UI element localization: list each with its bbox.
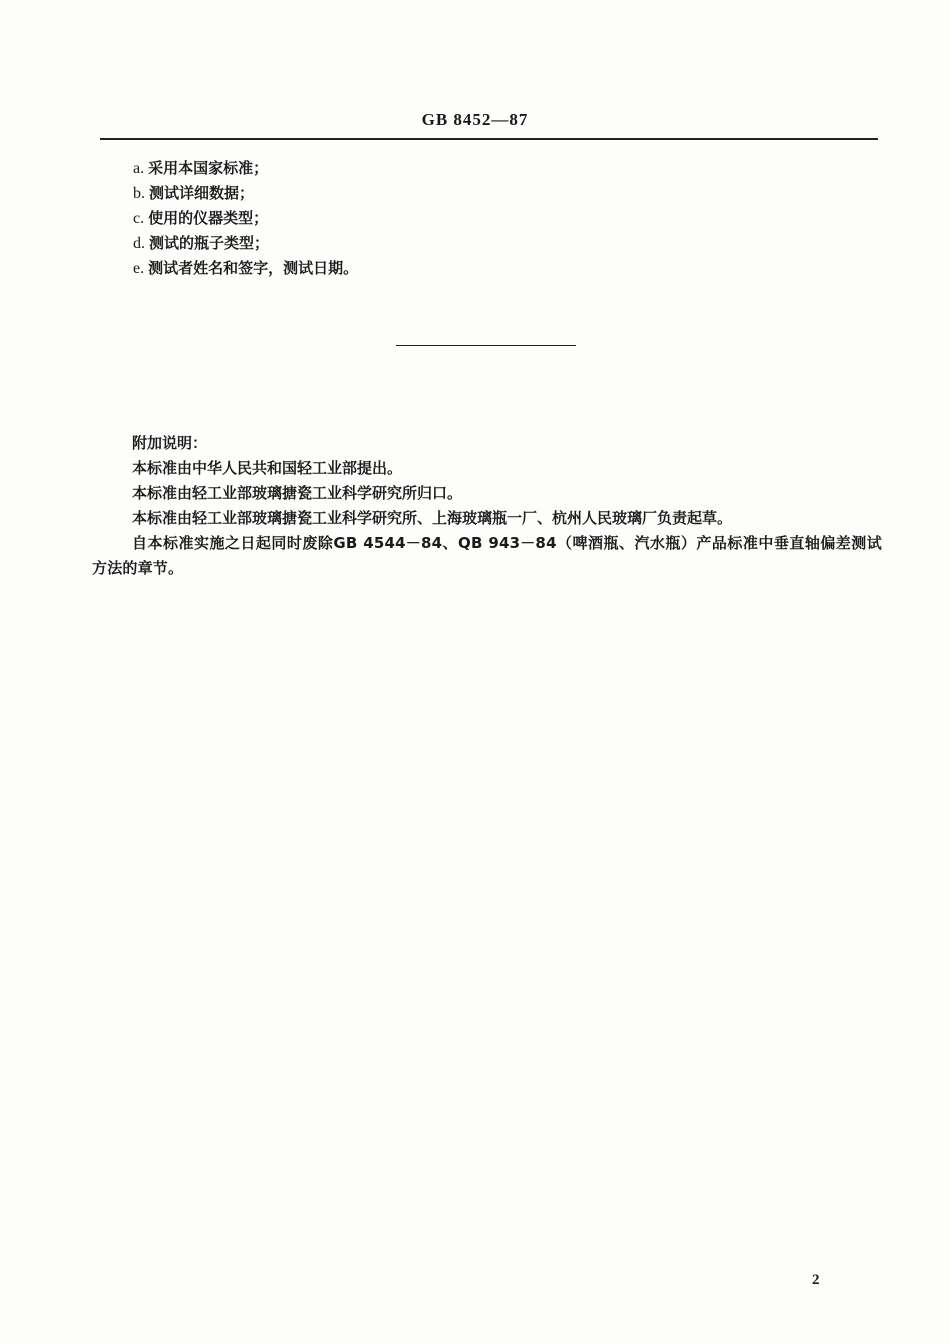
list-item-text: 测试的瓶子类型； [149,234,270,252]
list-item-text: 测试者姓名和签字，测试日期。 [148,259,359,277]
standard-code-header: GB 8452—87 [421,110,529,129]
header-divider [100,138,878,140]
list-item-text: 采用本国家标准； [148,159,269,177]
notes-title: 附加说明： [132,434,208,452]
list-marker: b. [133,185,145,202]
notes-line: 本标准由轻工业部玻璃搪瓷工业科学研究所归口。 [132,484,463,502]
page-number: 2 [812,1272,820,1288]
section-end-divider [396,345,576,346]
report-items-list [133,156,358,281]
list-item [133,256,358,281]
list-item [133,181,358,206]
notes-line: 本标准由轻工业部玻璃搪瓷工业科学研究所、上海玻璃瓶一厂、杭州人民玻璃厂负责起草。 [132,509,733,527]
list-item [133,206,358,231]
list-item [133,231,358,256]
additional-notes [92,431,882,581]
list-item [133,156,358,181]
list-item-text: 测试详细数据； [149,184,255,202]
list-marker: d. [133,235,145,252]
notes-line: 本标准由中华人民共和国轻工业部提出。 [132,459,403,477]
list-marker: e. [133,260,145,277]
list-marker: a. [133,160,145,177]
list-item-text: 使用的仪器类型； [148,209,269,227]
list-marker: c. [133,210,145,227]
notes-line: 自本标准实施之日起同时废除GB 4544－84、QB 943－84（啤酒瓶、汽水瓶）产品标准中垂直轴偏差测试方法的章节。 [92,534,882,577]
